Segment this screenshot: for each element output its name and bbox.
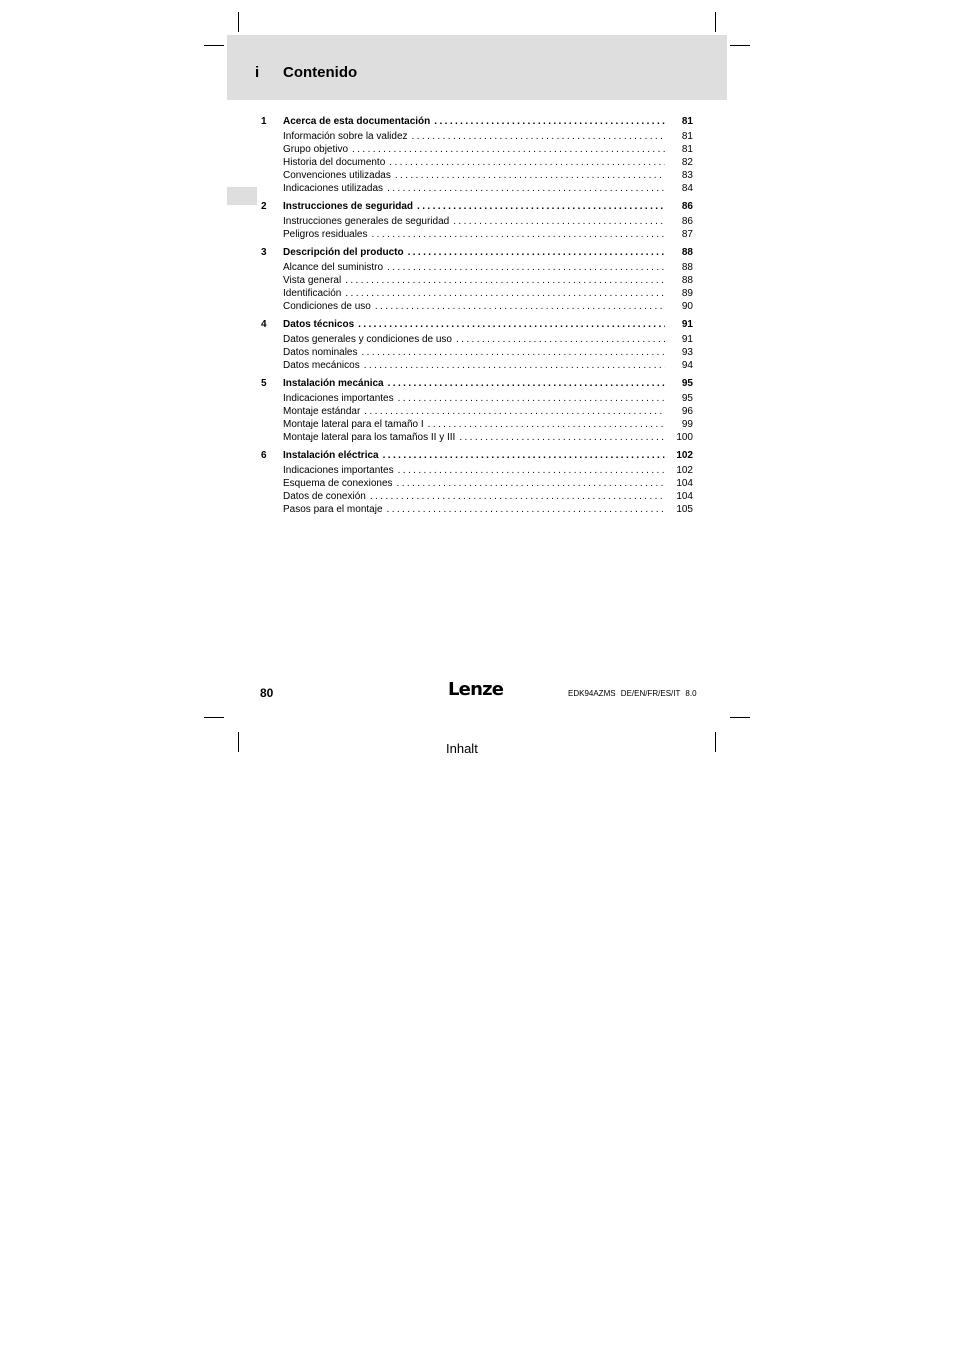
toc-page-number: 93 [681,347,693,358]
toc-leader-dots [408,246,665,259]
toc-entry-row[interactable] [257,405,693,418]
table-of-contents [257,115,693,521]
toc-entry-title: Peligros residuales [283,229,368,240]
toc-chapter-title: Acerca de esta documentación [283,116,431,127]
toc-chapter-title: Instalación eléctrica [283,450,379,461]
toc-page-number: 86 [681,201,693,212]
toc-leader-dots [389,156,665,169]
toc-section [257,246,693,313]
toc-entry-title: Pasos para el montaje [283,504,383,515]
toc-leader-dots [417,200,665,213]
toc-page-number: 88 [681,262,693,273]
toc-entry-title: Convenciones utilizadas [283,170,391,181]
toc-entry-row[interactable] [257,169,693,182]
toc-page-number: 102 [676,465,693,476]
page-title: Contenido [283,64,358,81]
toc-entry-row[interactable] [257,130,693,143]
crop-mark-top-right [730,45,750,46]
toc-chapter-number: 4 [261,319,267,330]
toc-chapter-row[interactable] [257,318,693,331]
toc-entry-row[interactable] [257,464,693,477]
toc-leader-dots [345,274,665,287]
toc-chapter-row[interactable] [257,449,693,462]
toc-entry-row[interactable] [257,490,693,503]
toc-entry-row[interactable] [257,503,693,516]
toc-leader-dots [383,449,665,462]
toc-chapter-title: Descripción del producto [283,247,404,258]
toc-page-number: 95 [681,378,693,389]
toc-leader-dots [398,464,665,477]
crop-mark-top-left [238,12,239,32]
toc-entry-title: Indicaciones importantes [283,393,394,404]
toc-leader-dots [434,115,665,128]
toc-page-number: 81 [681,131,693,142]
toc-page-number: 105 [676,504,693,515]
toc-page-number: 102 [676,450,693,461]
crop-mark-bottom-left [204,717,224,718]
toc-leader-dots [398,392,665,405]
toc-entry-row[interactable] [257,346,693,359]
toc-page-number: 90 [681,301,693,312]
toc-leader-dots [364,405,665,418]
crop-mark-top-left [204,45,224,46]
crop-mark-bottom-left [238,732,239,752]
toc-page-number: 100 [676,432,693,443]
toc-entry-title: Datos nominales [283,347,358,358]
toc-entry-row[interactable] [257,477,693,490]
toc-chapter-title: Datos técnicos [283,319,355,330]
toc-page-number: 87 [681,229,693,240]
bottom-caption: Inhalt [446,741,478,756]
toc-entry-row[interactable] [257,333,693,346]
toc-entry-title: Instrucciones generales de seguridad [283,216,450,227]
toc-chapter-title: Instrucciones de seguridad [283,201,414,212]
toc-leader-dots [364,359,665,372]
toc-leader-dots [459,431,665,444]
toc-entry-row[interactable] [257,261,693,274]
toc-entry-row[interactable] [257,143,693,156]
toc-section [257,449,693,516]
toc-entry-title: Montaje lateral para el tamaño I [283,419,424,430]
toc-page-number: 96 [681,406,693,417]
toc-entry-title: Esquema de conexiones [283,478,393,489]
toc-leader-dots [372,228,666,241]
toc-leader-dots [361,346,665,359]
toc-chapter-number: 5 [261,378,267,389]
toc-entry-row[interactable] [257,431,693,444]
toc-entry-row[interactable] [257,392,693,405]
toc-chapter-number: 3 [261,247,267,258]
side-tab-marker [227,187,257,205]
toc-entry-row[interactable] [257,287,693,300]
toc-chapter-title: Instalación mecánica [283,378,384,389]
toc-leader-dots [388,377,665,390]
toc-chapter-row[interactable] [257,246,693,259]
toc-entry-row[interactable] [257,274,693,287]
toc-entry-title: Datos mecánicos [283,360,360,371]
info-icon: i [255,64,260,81]
toc-entry-row[interactable] [257,300,693,313]
toc-leader-dots [387,182,665,195]
toc-page-number: 91 [681,334,693,345]
toc-page-number: 81 [681,116,693,127]
toc-entry-row[interactable] [257,182,693,195]
footer-doc-code: EDK94AZMS DE/EN/FR/ES/IT 8.0 [568,689,697,698]
toc-section [257,115,693,195]
toc-entry-title: Montaje estándar [283,406,361,417]
toc-entry-title: Montaje lateral para los tamaños II y III [283,432,456,443]
toc-entry-title: Grupo objetivo [283,144,349,155]
toc-entry-title: Identificación [283,288,342,299]
toc-leader-dots [387,503,665,516]
toc-leader-dots [412,130,665,143]
toc-chapter-number: 6 [261,450,267,461]
toc-page-number: 88 [681,275,693,286]
footer-page-number: 80 [260,686,274,700]
toc-chapter-number: 1 [261,116,267,127]
toc-entry-title: Datos generales y condiciones de uso [283,334,452,345]
toc-entry-title: Historia del documento [283,157,386,168]
crop-mark-top-right [715,12,716,32]
toc-leader-dots [428,418,665,431]
toc-page-number: 84 [681,183,693,194]
toc-page-number: 86 [681,216,693,227]
toc-page-number: 83 [681,170,693,181]
toc-entry-row[interactable] [257,228,693,241]
toc-leader-dots [352,143,665,156]
toc-entry-title: Condiciones de uso [283,301,371,312]
toc-page-number: 82 [681,157,693,168]
toc-entry-title: Datos de conexión [283,491,366,502]
lenze-logo: Lenze [448,679,504,700]
toc-leader-dots [453,215,665,228]
toc-leader-dots [345,287,665,300]
toc-entry-title: Indicaciones utilizadas [283,183,384,194]
toc-leader-dots [375,300,665,313]
toc-leader-dots [397,477,665,490]
crop-mark-bottom-right [730,717,750,718]
toc-entry-row[interactable] [257,359,693,372]
toc-chapter-row[interactable] [257,200,693,213]
toc-page-number: 81 [681,144,693,155]
toc-chapter-row[interactable] [257,377,693,390]
toc-leader-dots [456,333,665,346]
toc-chapter-row[interactable] [257,115,693,128]
toc-page-number: 94 [681,360,693,371]
toc-page-number: 95 [681,393,693,404]
toc-leader-dots [395,169,665,182]
toc-entry-row[interactable] [257,215,693,228]
toc-page-number: 91 [681,319,693,330]
toc-entry-title: Indicaciones importantes [283,465,394,476]
toc-page-number: 89 [681,288,693,299]
toc-section [257,377,693,444]
toc-entry-row[interactable] [257,156,693,169]
toc-entry-title: Vista general [283,275,342,286]
toc-leader-dots [387,261,665,274]
toc-leader-dots [370,490,665,503]
toc-entry-title: Alcance del suministro [283,262,384,273]
toc-chapter-number: 2 [261,201,267,212]
toc-page-number: 104 [676,491,693,502]
toc-section [257,318,693,372]
toc-entry-title: Información sobre la validez [283,131,408,142]
toc-page-number: 88 [681,247,693,258]
toc-leader-dots [358,318,665,331]
toc-page-number: 104 [676,478,693,489]
toc-section [257,200,693,241]
toc-entry-row[interactable] [257,418,693,431]
toc-page-number: 99 [681,419,693,430]
crop-mark-bottom-right [715,732,716,752]
